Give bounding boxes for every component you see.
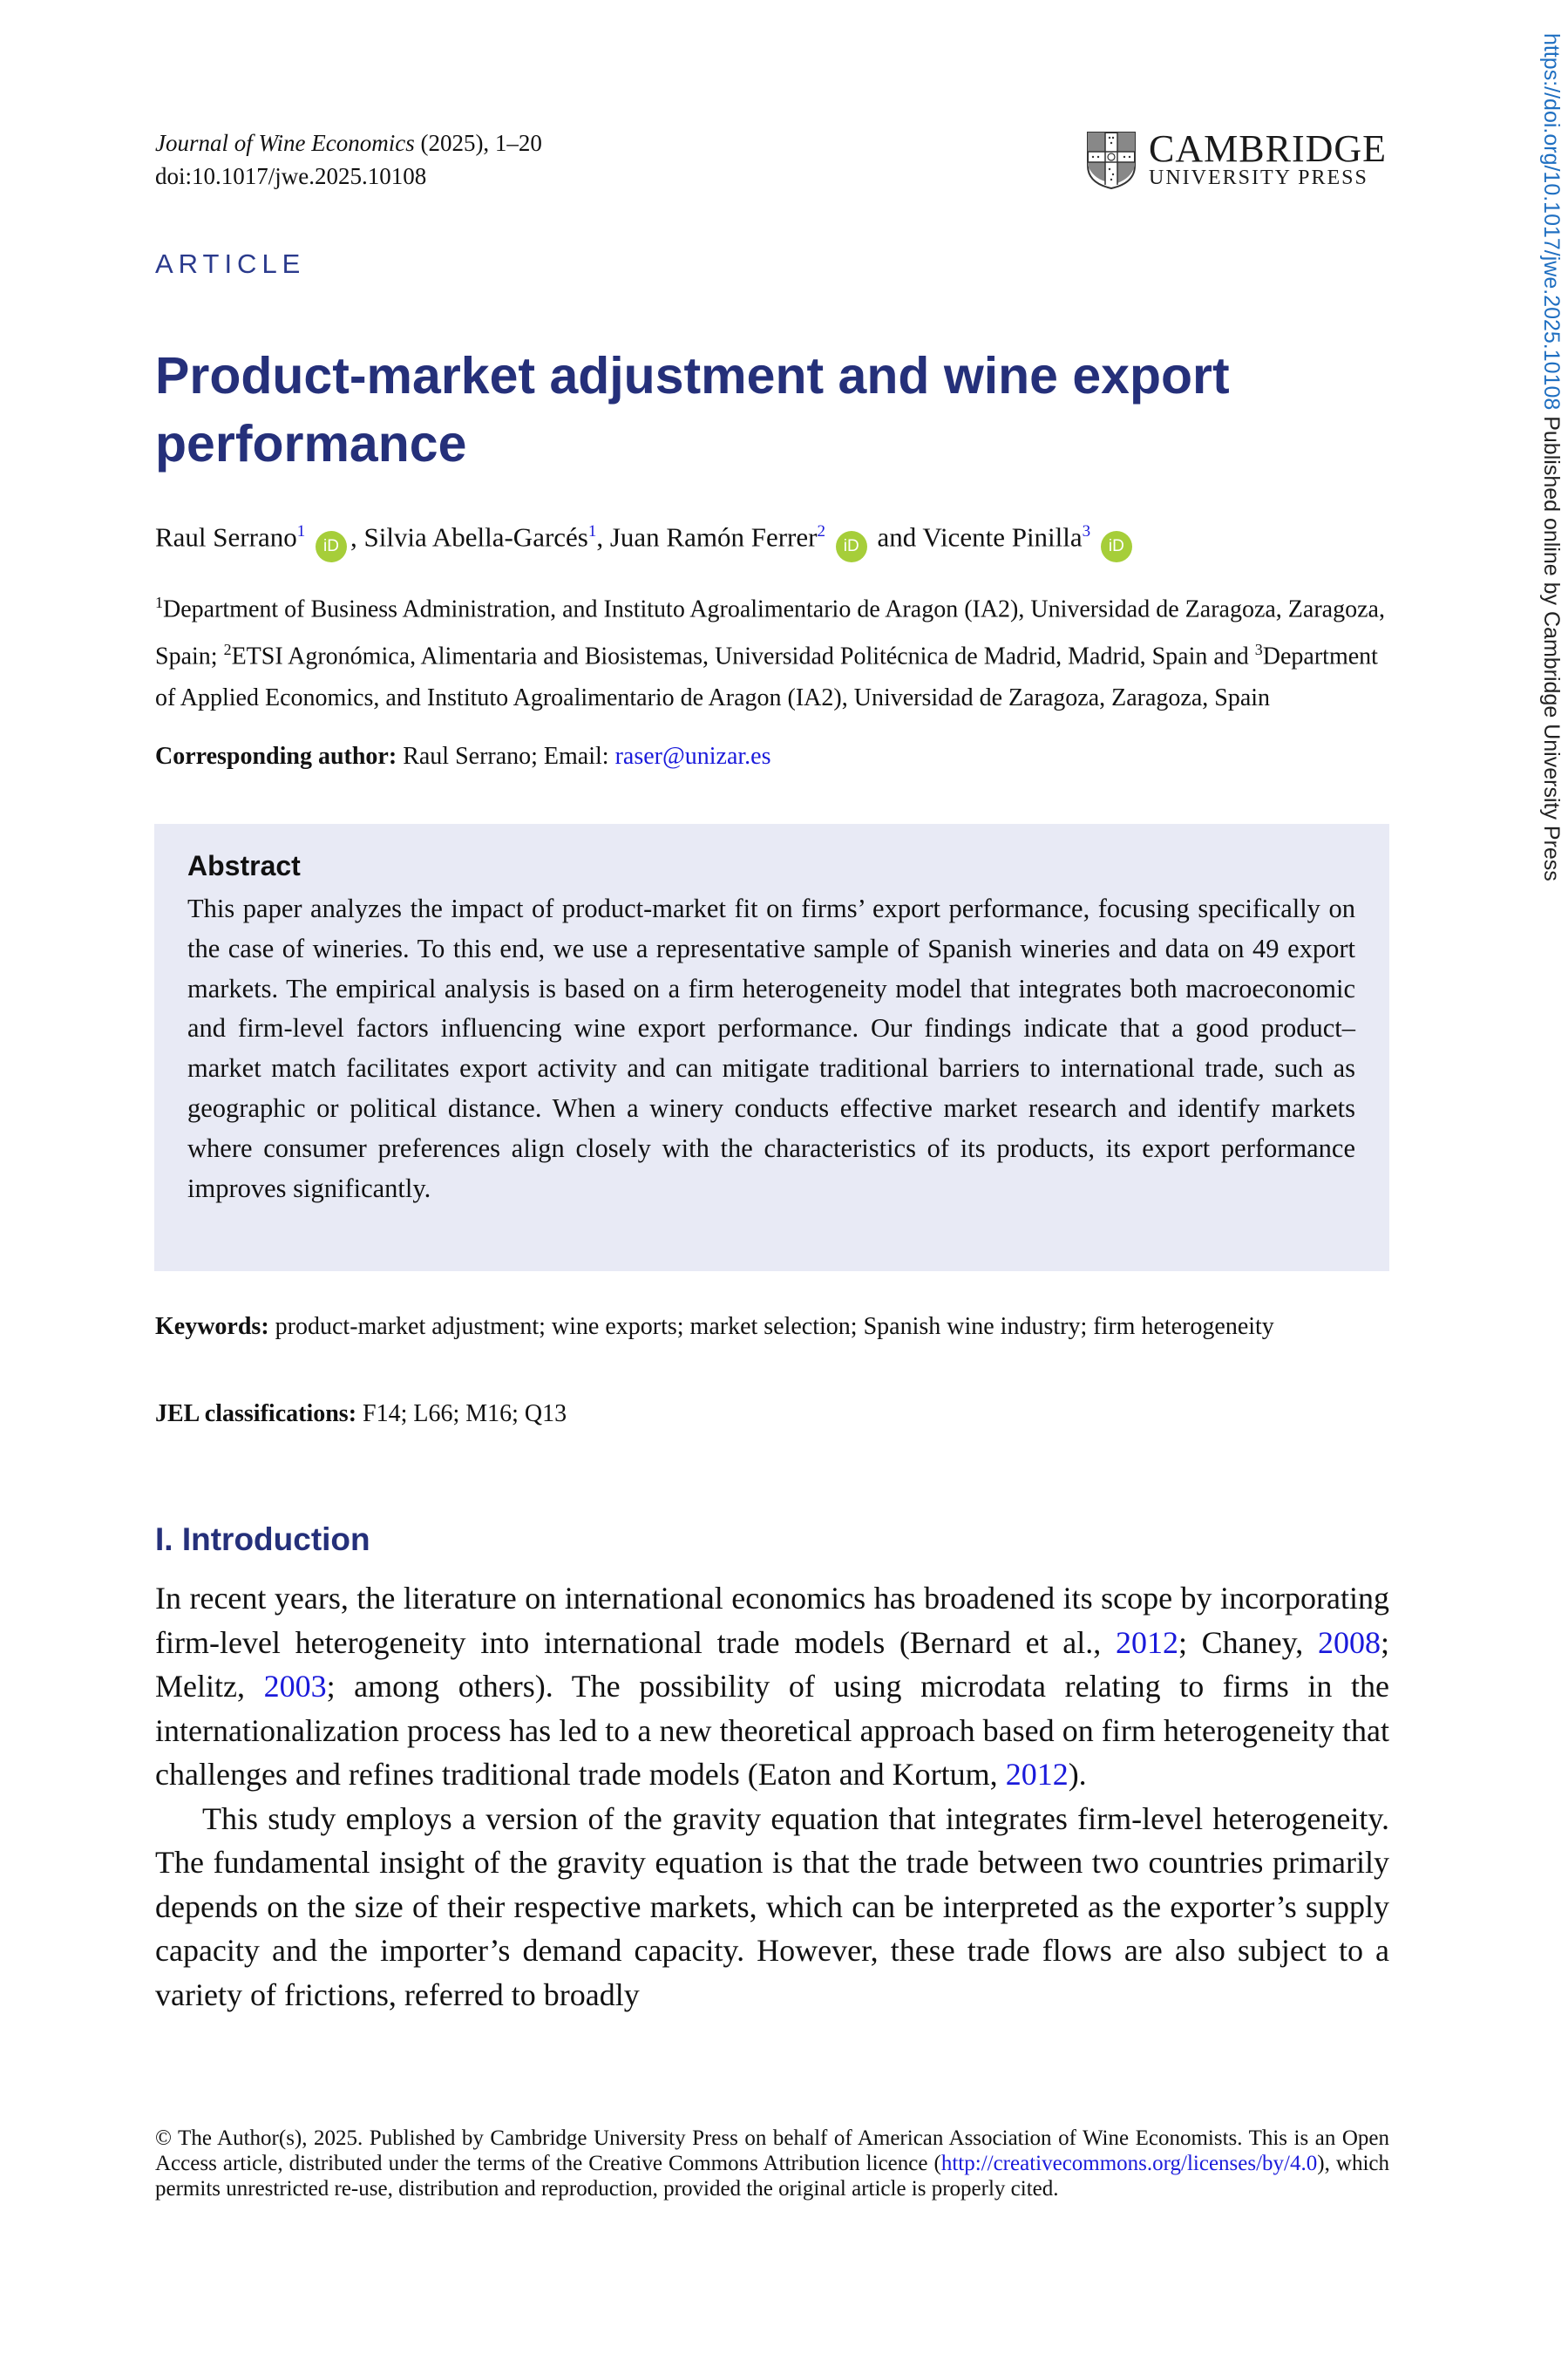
- cambridge-crest-icon: [1086, 131, 1137, 190]
- orcid-icon[interactable]: iD: [836, 531, 867, 562]
- citation-link[interactable]: 2012: [1005, 1757, 1069, 1792]
- keywords: [155, 1308, 1375, 1346]
- orcid-icon[interactable]: iD: [316, 531, 347, 562]
- affiliation-ref[interactable]: 1: [587, 522, 597, 541]
- author-name[interactable]: Juan Ramón Ferrer: [609, 521, 818, 553]
- text-run: ; Melitz,: [155, 1624, 1389, 1704]
- side-publication-note: [1539, 33, 1564, 881]
- author-separator: ,: [596, 521, 610, 553]
- publisher-logo: [1086, 127, 1388, 190]
- license-link[interactable]: http://creativecommons.org/licenses/by/4.0: [940, 2152, 1318, 2175]
- paragraph: This study employs a version of the gravity equation that integrates firm-level heterogeneity. The fundamental insight of the gravity equation is that the trade between two countries primarily depends on the size of their respective markets, which can be interpreted as the exporter’s supply capacity and the importer’s demand capacity. However, these trade flows are also subject to a variety of frictions, referred to broadly: [155, 1800, 1389, 2012]
- affiliation-text: Department of Applied Economics, and Instituto Agroalimentario de Aragon (IA2), Universidad de Zaragoza, Zaragoza, Spain: [155, 643, 1378, 711]
- body-text: [155, 1576, 1389, 2017]
- text-run: In recent years, the literature on international economics has broadened its scope by incorporating firm-level heterogeneity into international trade models (Bernard et al.,: [155, 1581, 1389, 1660]
- affiliation-ref[interactable]: 2: [817, 522, 825, 541]
- citation-link[interactable]: 2012: [1115, 1624, 1178, 1660]
- citation-link[interactable]: 2008: [1317, 1624, 1381, 1660]
- corresponding-author: [155, 739, 771, 774]
- email-link[interactable]: raser@unizar.es: [614, 743, 771, 770]
- doi: doi:10.1017/jwe.2025.10108: [155, 163, 427, 189]
- section-heading-introduction: I. Introduction: [155, 1521, 370, 1557]
- author-list: [155, 513, 1136, 562]
- author-name[interactable]: Vicente Pinilla: [922, 521, 1083, 553]
- article-type-label: ARTICLE: [155, 248, 306, 279]
- journal-year-pages: (2025), 1–20: [414, 130, 542, 156]
- abstract-heading: Abstract: [187, 850, 301, 881]
- text-run: ).: [1068, 1757, 1087, 1792]
- copyright-notice: [155, 2126, 1389, 2201]
- author-separator: and: [870, 521, 923, 553]
- text-run: ; Chaney,: [1178, 1624, 1318, 1660]
- corresponding-text: Raul Serrano; Email:: [397, 743, 615, 770]
- copyright-text: © The Author(s), 2025. Published by Cambridge University Press on behalf of American Association of Wine Economists. This is an Open Access article, distributed under the terms of the Creative Commons Attribution licence (: [155, 2126, 1389, 2175]
- text-run: ; among others). The possibility of using microdata relating to firms in the internationalization process has led to a new theoretical approach based on firm heterogeneity that challenges and refines traditional trade models (Eaton and Kortum,: [155, 1669, 1389, 1792]
- corresponding-label: Corresponding author:: [155, 743, 397, 770]
- author-separator: ,: [350, 521, 364, 553]
- logo-main-text: CAMBRIDGE: [1149, 127, 1388, 170]
- abstract-text: This paper analyzes the impact of product-market fit on firms’ export performance, focusing specifically on the case of wineries. To this end, we use a representative sample of Spanish wineries and data on 49 export markets. The empirical analysis is based on a firm heterogeneity model that integrates both macroeconomic and firm-level factors influencing wine export performance. Our findings indicate that a good product–market match facilitates export activity and can mitigate traditional barriers to international trade, such as geographic or political distance. When a winery conducts effective market research and identify markets where consumer preferences align closely with the characteristics of its products, its export performance improves significantly.: [187, 894, 1355, 1203]
- affiliation-ref[interactable]: 1: [296, 522, 306, 541]
- affiliation-ref[interactable]: 3: [1082, 522, 1091, 541]
- abstract-box: [154, 824, 1389, 1271]
- affiliation-text: ETSI Agronómica, Alimentaria and Biosistemas, Universidad Politécnica de Madrid, Madrid, Spain and: [231, 643, 1255, 670]
- published-online-text: Published online by Cambridge University Press: [1539, 410, 1564, 881]
- citation-link[interactable]: 2003: [263, 1669, 327, 1704]
- logo-sub-text: UNIVERSITY PRESS: [1149, 167, 1368, 189]
- journal-name: Journal of Wine Economics: [155, 130, 415, 156]
- orcid-icon[interactable]: iD: [1101, 531, 1132, 562]
- paragraph: [155, 1576, 1389, 1797]
- affiliation-number: 2: [223, 641, 232, 659]
- article-title: Product-market adjustment and wine export performance: [155, 347, 1230, 473]
- jel-classifications: [155, 1395, 567, 1433]
- journal-meta: [155, 126, 542, 193]
- author-name[interactable]: Raul Serrano: [155, 521, 297, 553]
- affiliation-number: 3: [1254, 641, 1263, 659]
- author-name[interactable]: Silvia Abella-Garcés: [363, 521, 588, 553]
- keywords-label: Keywords:: [155, 1313, 269, 1340]
- affiliation-text: Department of Business Administration, and Instituto Agroalimentario de Aragon (IA2), Universidad de Zaragoza, Zaragoza, Spain;: [155, 595, 1385, 670]
- doi-link[interactable]: https://doi.org/10.1017/jwe.2025.10108: [1539, 33, 1564, 411]
- affiliation-number: 1: [155, 594, 163, 611]
- affiliations: [155, 582, 1393, 718]
- keywords-text: product-market adjustment; wine exports; market selection; Spanish wine industry; firm heterogeneity: [268, 1313, 1274, 1340]
- copyright-text: ), which permits unrestricted re-use, distribution and reproduction, provided the original article is properly cited.: [155, 2152, 1389, 2201]
- jel-text: F14; L66; M16; Q13: [356, 1400, 567, 1427]
- jel-label: JEL classifications:: [155, 1400, 357, 1427]
